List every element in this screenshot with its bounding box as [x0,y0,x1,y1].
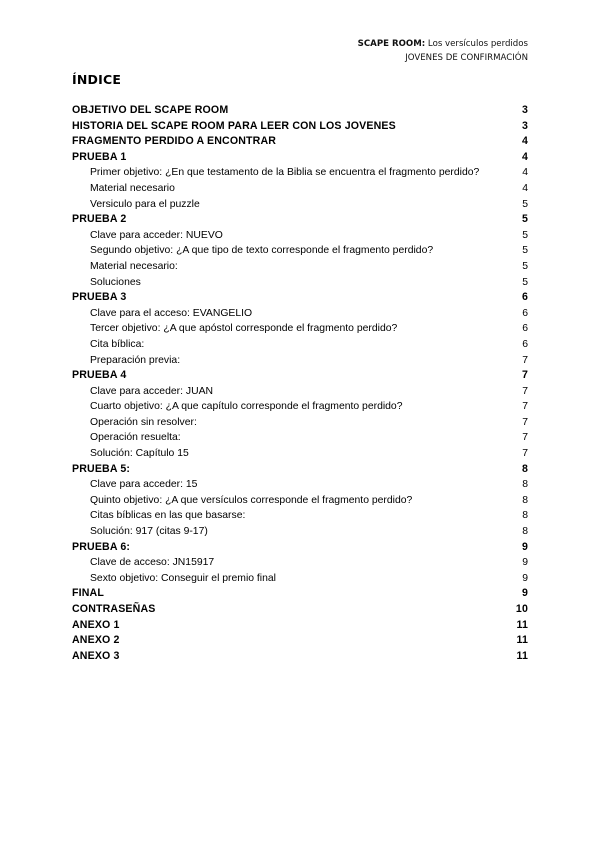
toc-entry-section[interactable] [72,633,528,649]
toc-entry-page-number: 7 [522,416,528,428]
toc-entry-page-number: 8 [522,479,528,491]
toc-entry-section[interactable] [72,368,528,384]
toc-entry-text: Material necesario: [90,260,178,272]
toc-entry-text: ANEXO 1 [72,618,120,631]
toc-entry-page-number: 11 [516,634,528,647]
toc-entry-text: Clave para el acceso: EVANGELIO [90,307,253,319]
toc-entry-subsection[interactable] [72,197,528,213]
toc-entry-text: PRUEBA 3 [72,291,127,304]
table-of-contents [72,103,528,664]
toc-entry-text: PRUEBA 4 [72,369,127,382]
toc-entry-section[interactable] [72,586,528,602]
toc-entry-page-number: 8 [522,494,528,506]
toc-entry-text: Operación resuelta: [90,432,181,444]
toc-entry-text: Clave para acceder: JUAN [90,385,214,397]
toc-entry-section[interactable] [72,290,528,306]
toc-entry-subsection[interactable] [72,571,528,587]
toc-entry-page-number: 5 [522,260,528,272]
toc-entry-subsection[interactable] [72,321,528,337]
toc-entry-text: ANEXO 2 [72,634,120,647]
toc-entry-section[interactable] [72,150,528,166]
toc-entry-page-number: 8 [521,462,528,475]
toc-entry-text: Clave de acceso: JN15917 [90,557,215,569]
toc-entry-text: Segundo objetivo: ¿A que tipo de texto corresponde el fragmento perdido? [90,245,434,257]
toc-entry-section[interactable] [72,649,528,665]
toc-entry-text: Material necesario [90,182,175,194]
header-project-subtitle: Los versículos perdidos [425,39,528,49]
toc-entry-text: Versiculo para el puzzle [90,198,200,210]
toc-entry-text: FINAL [72,587,104,600]
toc-entry-page-number: 7 [522,432,528,444]
toc-entry-text: CONTRASEÑAS [72,603,156,615]
toc-entry-subsection[interactable] [72,508,528,524]
toc-entry-text: Solución: 917 (citas 9-17) [90,526,208,538]
toc-entry-text: Quinto objetivo: ¿A que versículos corresponde el fragmento perdido? [90,494,413,506]
toc-entry-page-number: 5 [522,198,528,210]
toc-entry-text: Clave para acceder: 15 [90,479,198,491]
toc-entry-page-number: 7 [522,448,528,460]
toc-entry-text: PRUEBA 1 [72,150,127,163]
toc-entry-subsection[interactable] [72,415,528,431]
toc-entry-subsection[interactable] [72,228,528,244]
toc-entry-page-number: 7 [521,369,528,382]
toc-entry-page-number: 4 [521,135,528,148]
toc-entry-text: Preparación previa: [90,354,181,366]
toc-entry-text: FRAGMENTO PERDIDO A ENCONTRAR [72,135,277,148]
toc-entry-text: ANEXO 3 [72,649,120,662]
toc-entry-text: Clave para acceder: NUEVO [90,229,223,241]
toc-entry-text: Primer objetivo: ¿En que testamento de la Biblia se encuentra el fragmento perdido? [90,167,480,179]
toc-entry-section[interactable] [72,462,528,478]
toc-entry-page-number: 4 [522,182,528,194]
toc-entry-text: Sexto objetivo: Conseguir el premio final [90,572,276,584]
toc-entry-page-number: 11 [516,649,528,662]
toc-entry-text: Citas bíblicas en las que basarse: [90,510,246,522]
toc-entry-section[interactable] [72,103,528,119]
toc-entry-section[interactable] [72,119,528,135]
toc-entry-subsection[interactable] [72,306,528,322]
toc-entry-page-number: 9 [522,572,528,584]
toc-entry-subsection[interactable] [72,243,528,259]
toc-entry-text: Cuarto objetivo: ¿A que capítulo corresponde el fragmento perdido? [90,401,403,413]
toc-entry-subsection[interactable] [72,493,528,509]
toc-entry-text: Solución: Capítulo 15 [90,448,189,460]
toc-entry-page-number: 4 [522,167,528,179]
toc-entry-page-number: 4 [521,150,528,163]
toc-entry-page-number: 10 [515,603,528,615]
toc-entry-subsection[interactable] [72,555,528,571]
toc-entry-section[interactable] [72,540,528,556]
toc-entry-page-number: 3 [521,119,528,132]
toc-entry-page-number: 7 [522,385,528,397]
toc-entry-page-number: 8 [522,510,528,522]
toc-entry-page-number: 9 [521,587,528,600]
toc-entry-text: PRUEBA 5: [72,462,131,475]
toc-entry-subsection[interactable] [72,430,528,446]
toc-entry-section[interactable] [72,212,528,228]
toc-entry-page-number: 11 [516,618,528,631]
toc-entry-text: OBJETIVO DEL SCAPE ROOM [72,104,229,116]
toc-entry-subsection[interactable] [72,446,528,462]
toc-entry-page-number: 3 [521,104,528,116]
header-line-2: JOVENES DE CONFIRMACIÓN [405,53,528,63]
toc-entry-page-number: 7 [522,354,528,366]
toc-entry-text: HISTORIA DEL SCAPE ROOM PARA LEER CON LOS JOVENES [72,119,396,132]
toc-entry-text: Soluciones [90,276,141,288]
toc-entry-subsection[interactable] [72,181,528,197]
toc-entry-section[interactable] [72,602,528,618]
toc-entry-section[interactable] [72,134,528,150]
toc-entry-subsection[interactable] [72,165,528,181]
toc-entry-page-number: 5 [522,245,528,257]
toc-entry-page-number: 5 [522,229,528,241]
toc-entry-text: PRUEBA 6: [72,540,131,553]
header-project-label: SCAPE ROOM: [357,39,426,49]
toc-entry-page-number: 6 [522,338,528,350]
toc-entry-page-number: 8 [522,526,528,538]
toc-entry-subsection[interactable] [72,275,528,291]
page-header [358,37,528,65]
toc-entry-subsection[interactable] [72,524,528,540]
toc-entry-page-number: 6 [521,291,528,304]
toc-entry-text: PRUEBA 2 [72,213,127,226]
toc-entry-page-number: 5 [522,276,528,288]
header-line-1 [358,37,528,51]
toc-entry-page-number: 9 [521,540,528,553]
toc-entry-page-number: 7 [522,401,528,413]
toc-entry-page-number: 6 [522,323,528,335]
toc-entry-subsection[interactable] [72,337,528,353]
toc-entry-text: Cita bíblica: [90,338,145,350]
toc-entry-subsection[interactable] [72,384,528,400]
toc-entry-subsection[interactable] [72,259,528,275]
toc-entry-subsection[interactable] [72,353,528,369]
toc-entry-page-number: 9 [522,557,528,569]
toc-entry-subsection[interactable] [72,477,528,493]
toc-entry-page-number: 5 [521,213,528,226]
toc-entry-text: Operación sin resolver: [90,416,197,428]
toc-entry-section[interactable] [72,618,528,634]
toc-entry-page-number: 6 [522,307,528,319]
toc-entry-subsection[interactable] [72,399,528,415]
toc-entry-text: Tercer objetivo: ¿A que apóstol corresponde el fragmento perdido? [90,323,398,335]
index-title: ÍNDICE [72,72,122,87]
